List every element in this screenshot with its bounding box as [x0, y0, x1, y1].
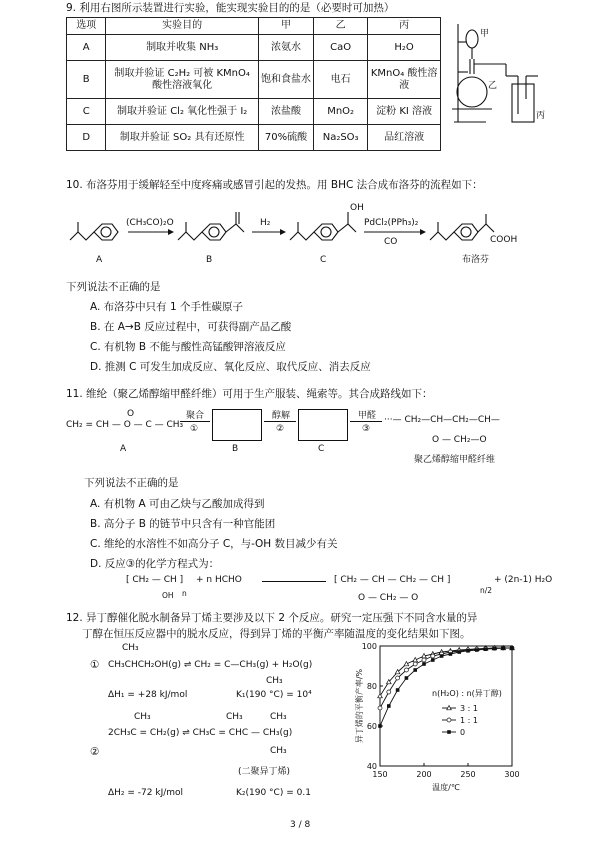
eq-right-bottom: O — CH₂ — O	[358, 593, 419, 603]
box-b-label: B	[232, 444, 239, 454]
table-cell: 制取并验证 SO₂ 具有还原性	[106, 125, 259, 151]
eq-water: + (2n-1) H₂O	[494, 575, 553, 585]
step-3-label: 甲醛	[358, 411, 377, 421]
r2-ch3-b: CH₃	[226, 712, 243, 722]
table-cell: 浓氨水	[258, 35, 313, 61]
label-jia: 甲	[480, 29, 490, 39]
data-point	[413, 662, 417, 666]
data-point	[413, 668, 417, 672]
q9-stem: 9. 利用右图所示装置进行实验，能实现实验目的的是（必要时可加热）	[66, 2, 395, 14]
oh-label: OH	[350, 203, 364, 213]
label-bing: 丙	[536, 111, 546, 121]
r2-dh: ΔH₂ = -72 kJ/mol	[108, 788, 184, 798]
data-point	[404, 668, 408, 672]
flask	[457, 77, 487, 107]
product-bottom: O — CH₂—O	[432, 435, 487, 445]
r2-name: (二聚异丁烯)	[238, 767, 291, 777]
step-2-label: 醇解	[272, 411, 291, 421]
data-point	[466, 649, 470, 653]
q9-table	[66, 17, 441, 151]
r2-k: K₂(190 °C) = 0.1	[236, 788, 311, 798]
table-cell: Na₂SO₃	[314, 125, 368, 151]
data-point	[396, 688, 400, 692]
table-header: 甲	[258, 18, 313, 35]
product-label: 聚乙烯醇缩甲醛纤维	[414, 455, 496, 465]
q10-option-d: D. 推测 C 可发生加成反应、氧化反应、取代反应、消去反应	[90, 361, 371, 373]
apparatus-diagram	[446, 14, 546, 129]
q10-question: 下列说法不正确的是	[66, 281, 161, 293]
q11-question: 下列说法不正确的是	[84, 477, 179, 489]
molecule-b	[178, 212, 244, 240]
y-tick-label: 40	[366, 762, 377, 771]
table-header: 选项	[67, 18, 106, 35]
label-yi: 乙	[488, 81, 498, 91]
receiving-bottle	[512, 84, 534, 122]
data-point	[378, 724, 382, 728]
series-line	[380, 648, 512, 726]
step-1-label: 聚合	[186, 411, 205, 421]
legend-label: 3 : 1	[460, 704, 478, 713]
data-point	[484, 647, 488, 651]
eq-left-oh: OH	[162, 591, 174, 600]
q10-stem: 10. 布洛芬用于缓解轻至中度疼痛或感冒引起的发热。用 BHC 法合成布洛芬的流程如下：	[66, 179, 483, 191]
table-cell: 饱和食盐水	[258, 61, 313, 99]
table-cell: CaO	[314, 35, 368, 61]
x-tick-label: 250	[460, 770, 476, 779]
legend-label: 1 : 1	[460, 716, 478, 725]
data-point	[493, 647, 497, 651]
table-cell: 淀粉 KI 溶液	[368, 99, 441, 125]
data-point	[431, 658, 435, 662]
q11-option-a: A. 有机物 A 可由乙炔与乙酸加成得到	[90, 498, 265, 510]
data-point	[387, 690, 391, 694]
r1-num: ①	[90, 659, 100, 671]
r2-equation: 2CH₃C = CH₂(g) ⇌ CH₃C = CHC — CH₃(g)	[108, 728, 293, 738]
data-point	[457, 650, 461, 654]
data-point	[449, 652, 453, 656]
table-cell: C	[67, 99, 106, 125]
dropping-funnel	[466, 30, 478, 48]
label-ibuprofen: 布洛芬	[462, 255, 490, 265]
data-point	[387, 704, 391, 708]
cooh-label: COOH	[490, 235, 518, 245]
table-cell: 电石	[314, 61, 368, 99]
data-point	[396, 676, 400, 680]
table-cell: H₂O	[368, 35, 441, 61]
reagent-1: (CH₃CO)₂O	[126, 218, 174, 228]
x-tick-label: 300	[504, 770, 520, 779]
legend-marker	[447, 718, 451, 722]
monomer-label: A	[120, 444, 127, 454]
r2-ch3-a: CH₃	[134, 712, 151, 722]
table-cell: 浓盐酸	[258, 99, 313, 125]
r1-ch3: CH₃	[122, 643, 139, 653]
table-row	[67, 99, 441, 125]
data-point	[501, 646, 505, 650]
q11-option-c: C. 维纶的水溶性不如高分子 C，与-OH 数目减少有关	[90, 538, 338, 550]
table-cell: 70%硫酸	[258, 125, 313, 151]
data-point	[510, 646, 514, 650]
r2-num: ②	[90, 746, 100, 758]
table-row	[67, 35, 441, 61]
molecule-a	[70, 222, 118, 240]
step-2-num: ②	[276, 424, 285, 434]
legend-marker	[447, 730, 451, 734]
legend-title: n(H₂O) : n(异丁醇)	[432, 689, 502, 698]
eq-right: [ CH₂ — CH — CH₂ — CH ]	[334, 575, 451, 585]
step-1-num: ①	[190, 424, 199, 434]
eq-arrow	[262, 581, 326, 582]
y-tick-label: 80	[366, 682, 377, 691]
table-cell: 制取并收集 NH₃	[106, 35, 259, 61]
data-point	[422, 662, 426, 666]
reagent-3-bottom: CO	[384, 237, 398, 247]
table-row	[67, 61, 441, 99]
table-row	[67, 125, 441, 151]
table-cell: B	[67, 61, 106, 99]
table-header: 实验目的	[106, 18, 259, 35]
monomer-carbonyl-o: O	[127, 409, 135, 419]
label-b: B	[206, 255, 213, 265]
molecule-ibuprofen	[430, 214, 494, 240]
ibuprofen-synthesis-scheme	[66, 198, 526, 270]
box-c	[298, 409, 348, 441]
y-tick-label: 100	[361, 642, 377, 651]
page-number: 3 / 8	[290, 820, 311, 830]
y-tick-label: 60	[366, 722, 377, 731]
q12-stem-line1: 12. 异丁醇催化脱水制备异丁烯主要涉及以下 2 个反应。研究一定压强下不同含水量的异	[66, 612, 478, 624]
data-point	[422, 658, 426, 662]
data-point	[405, 676, 409, 680]
x-tick-label: 200	[416, 770, 432, 779]
product-chain: ···— CH₂—CH—CH₂—CH—	[384, 415, 500, 425]
x-tick-label: 150	[372, 770, 388, 779]
table-cell: KMnO₄ 酸性溶液	[368, 61, 441, 99]
r1-equation: CH₃CHCH₂OH(g) ⇌ CH₂ = C—CH₃(g) + H₂O(g)	[108, 660, 313, 670]
q10-option-c: C. 有机物 B 不能与酸性高锰酸钾溶液反应	[90, 341, 286, 353]
q10-option-a: A. 布洛芬中只有 1 个手性碳原子	[90, 301, 244, 313]
molecule-c	[290, 212, 356, 240]
table-header: 丙	[368, 18, 441, 35]
reagent-2: H₂	[260, 218, 271, 228]
arrow-step-2	[264, 421, 296, 422]
q10-option-b: B. 在 A→B 反应过程中，可获得副产品乙酸	[90, 321, 292, 333]
table-header-row	[67, 18, 441, 35]
r2-ch3-d: CH₃	[270, 746, 287, 756]
table-cell: 品红溶液	[368, 125, 441, 151]
table-cell: 制取并验证 C₂H₂ 可被 KMnO₄ 酸性溶液氧化	[106, 61, 259, 99]
legend-label: 0	[460, 728, 466, 737]
box-c-label: C	[318, 444, 325, 454]
r1-dh: ΔH₁ = +28 kJ/mol	[108, 690, 188, 700]
r1-k: K₁(190 °C) = 10⁴	[236, 690, 312, 700]
reagent-3-top: PdCl₂(PPh₃)₂	[364, 218, 419, 228]
table-cell: MnO₂	[314, 99, 368, 125]
table-cell: D	[67, 125, 106, 151]
data-point	[378, 706, 382, 710]
label-a: A	[96, 255, 103, 265]
x-axis-label: 温度/℃	[432, 783, 460, 792]
box-b	[212, 409, 262, 441]
label-c: C	[320, 255, 327, 265]
table-cell: 制取并验证 Cl₂ 氧化性强于 I₂	[106, 99, 259, 125]
eq-plus-hcho: + n HCHO	[196, 575, 242, 585]
table-header: 乙	[314, 18, 368, 35]
monomer-formula: CH₂ = CH — O — C — CH₃	[66, 420, 184, 430]
eq-left-sub: n	[182, 589, 187, 598]
data-point	[475, 648, 479, 652]
equilibrium-yield-chart	[352, 640, 532, 800]
y-axis-label: 异丁烯的平衡产率/%	[355, 668, 364, 744]
q12-stem-line2: 丁醇在恒压反应器中的脱水反应，得到异丁烯的平衡产率随温度的变化结果如下图。	[82, 628, 471, 640]
r2-ch3-c: CH₃	[270, 712, 287, 722]
arrow-step-3	[350, 421, 382, 422]
plot-frame	[380, 646, 512, 766]
q11-option-b: B. 高分子 B 的链节中只含有一种官能团	[90, 518, 276, 530]
data-point	[431, 654, 435, 658]
r1-ch3-right: CH₃	[266, 676, 283, 686]
table-cell: A	[67, 35, 106, 61]
q11-stem: 11. 维纶（聚乙烯醇缩甲醛纤维）可用于生产服装、绳索等。其合成路线如下：	[66, 388, 433, 400]
q11-option-d: D. 反应③的化学方程式为：	[90, 558, 220, 570]
data-point	[440, 654, 444, 658]
eq-right-sub: n/2	[480, 586, 493, 595]
arrow-step-1	[180, 421, 210, 422]
eq-left: [ CH₂ — CH ]	[126, 575, 184, 585]
step-3-num: ③	[362, 424, 371, 434]
